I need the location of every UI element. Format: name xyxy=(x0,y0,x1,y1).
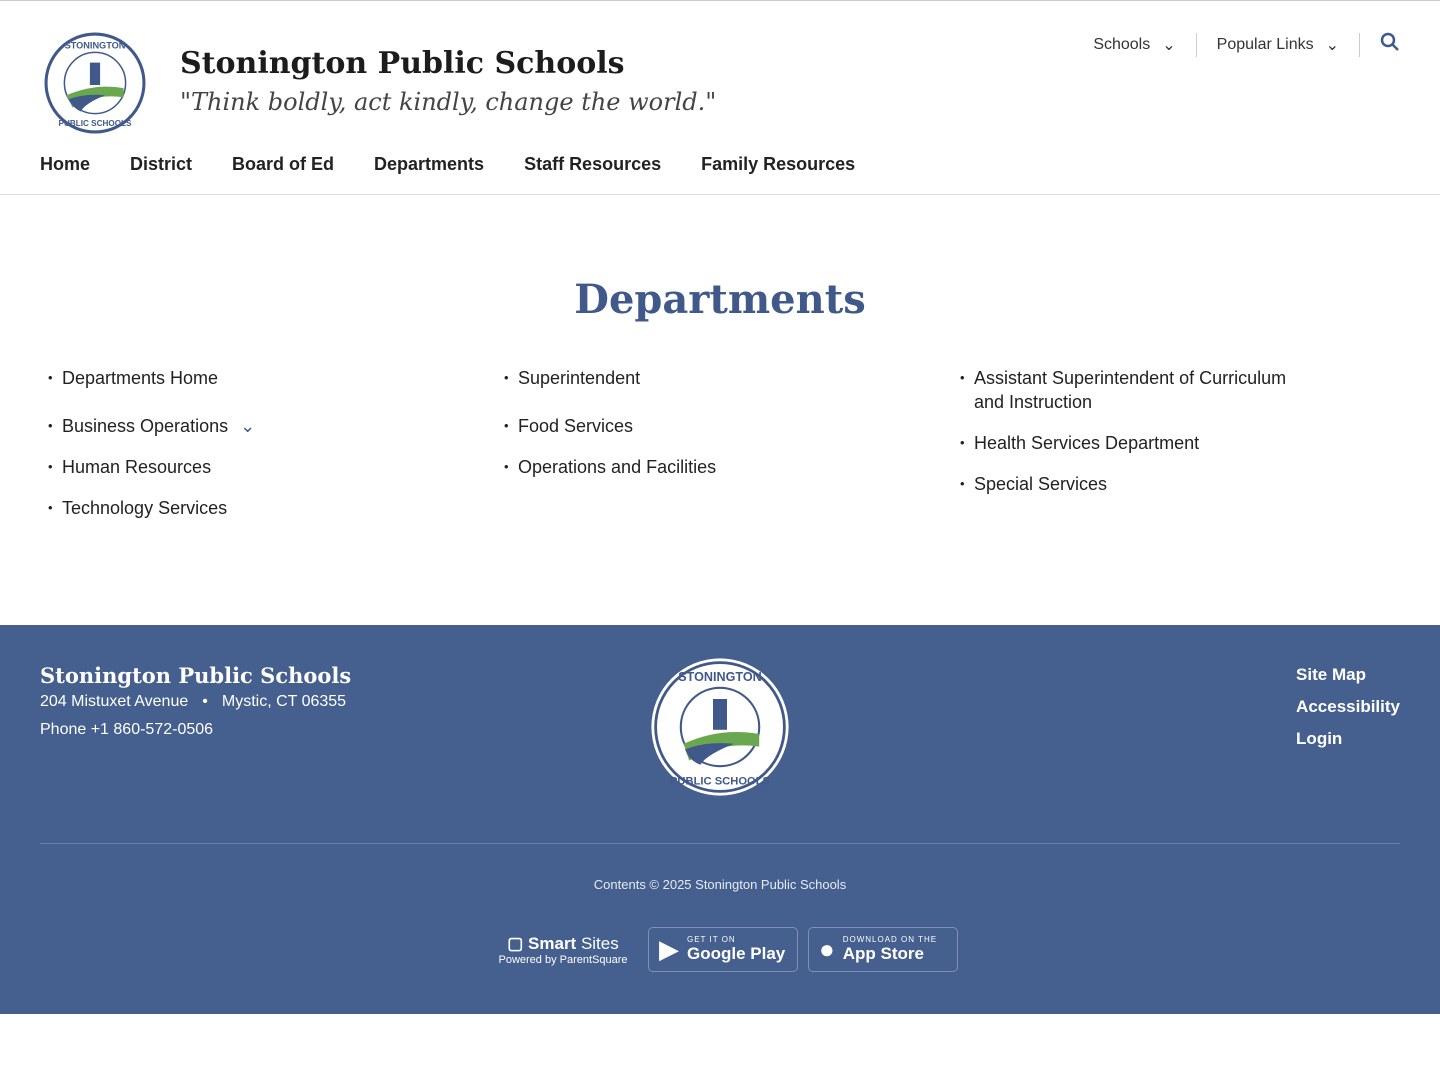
app-store-badge[interactable] xyxy=(808,927,958,972)
popular-links-dropdown[interactable] xyxy=(1197,33,1360,57)
divider xyxy=(0,194,1440,195)
nav-family-resources[interactable]: Family Resources xyxy=(701,154,856,174)
google-big: Google Play xyxy=(687,944,786,963)
site-title[interactable]: Stonington Public Schools xyxy=(180,46,625,81)
chevron-down-icon: ⌄ xyxy=(1325,37,1339,54)
powered-by: Powered by ParentSquare xyxy=(498,953,628,966)
street: 204 Mistuxet Avenue xyxy=(40,693,189,710)
department-list-1 xyxy=(48,366,448,537)
dept-link[interactable] xyxy=(48,414,448,438)
dept-link[interactable]: • Assistant Superintendent of Curriculum and Instruction xyxy=(960,366,1320,414)
smart-sites-logo[interactable] xyxy=(488,934,638,966)
nav-staff-resources[interactable]: Staff Resources xyxy=(524,154,662,174)
copyright: Contents © 2025 Stonington Public Schools xyxy=(593,877,847,892)
chevron-down-icon: ⌄ xyxy=(1162,37,1176,54)
department-list-2 xyxy=(504,366,904,496)
apple-big: App Store xyxy=(842,944,924,963)
department-list-3 xyxy=(960,366,1320,513)
dept-link[interactable]: • Technology Services xyxy=(48,496,448,520)
dept-link[interactable]: • Departments Home xyxy=(48,366,448,390)
dept-link[interactable]: • Food Services xyxy=(504,414,904,438)
dept-link[interactable]: • Superintendent xyxy=(504,366,904,390)
smart-sites-icon: ▢ xyxy=(507,933,529,953)
svg-text:STONINGTON: STONINGTON xyxy=(64,40,126,51)
separator: • xyxy=(202,693,208,710)
site-map-link[interactable]: Site Map xyxy=(1296,665,1366,684)
google-small: GET IT ON xyxy=(687,935,736,944)
footer-address xyxy=(40,693,346,711)
footer xyxy=(0,625,1440,1014)
google-play-icon: ▶ xyxy=(659,934,679,964)
dept-link-label: Business Operations xyxy=(62,416,229,436)
svg-text:STONINGTON: STONINGTON xyxy=(678,669,762,684)
dept-link[interactable]: • Special Services xyxy=(960,472,1320,496)
top-border xyxy=(0,0,1440,1)
dept-link[interactable]: • Health Services Department xyxy=(960,431,1320,455)
nav-district[interactable]: District xyxy=(130,154,193,174)
sites-title: Sites xyxy=(576,933,619,953)
accessibility-link[interactable]: Accessibility xyxy=(1296,697,1400,716)
nav-departments[interactable]: Departments xyxy=(374,154,485,174)
schools-label: Schools xyxy=(1093,36,1151,53)
footer-divider xyxy=(40,843,1400,844)
utility-nav xyxy=(1073,32,1400,58)
nav-home[interactable]: Home xyxy=(40,154,91,174)
footer-logo xyxy=(650,657,790,797)
city: Mystic, CT 06355 xyxy=(221,693,347,710)
dept-link[interactable]: • Operations and Facilities xyxy=(504,455,904,479)
main-nav xyxy=(40,154,855,175)
login-link[interactable]: Login xyxy=(1296,729,1343,748)
google-play-badge[interactable] xyxy=(648,927,798,972)
site-tagline: "Think boldly, act kindly, change the world." xyxy=(180,88,717,116)
apple-icon: ● xyxy=(819,934,835,964)
page-title: Departments xyxy=(574,276,866,323)
schools-dropdown[interactable] xyxy=(1073,33,1196,57)
svg-text:PUBLIC SCHOOLS: PUBLIC SCHOOLS xyxy=(669,775,771,788)
footer-phone[interactable]: Phone +1 860-572-0506 xyxy=(40,721,214,738)
smart-title: Smart xyxy=(528,933,577,953)
popular-links-label: Popular Links xyxy=(1216,36,1314,53)
svg-text:PUBLIC SCHOOLS: PUBLIC SCHOOLS xyxy=(58,118,132,128)
chevron-down-icon[interactable]: ⌄ xyxy=(240,416,256,436)
search-icon[interactable] xyxy=(1360,32,1400,58)
footer-badges xyxy=(488,927,958,972)
nav-board-of-ed[interactable]: Board of Ed xyxy=(232,154,335,174)
dept-link[interactable]: • Human Resources xyxy=(48,455,448,479)
footer-links xyxy=(1296,665,1400,761)
district-logo[interactable] xyxy=(44,32,146,134)
footer-name: Stonington Public Schools xyxy=(40,663,352,688)
apple-small: DOWNLOAD ON THE xyxy=(842,935,938,944)
